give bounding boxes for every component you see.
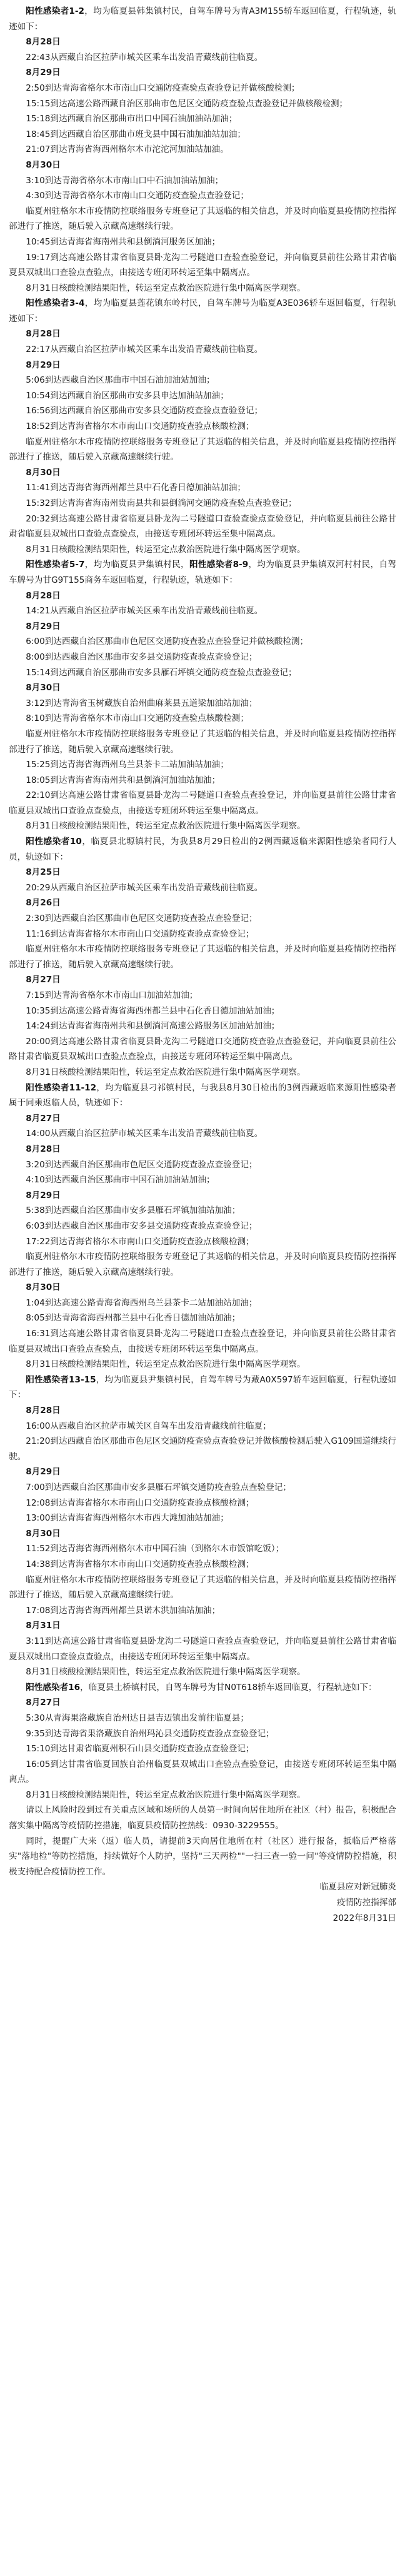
trajectory-entry: 15:25到达青海省海西州乌兰县茶卡二站加油站加油；: [26, 760, 229, 770]
day-date: 8月29日: [26, 360, 61, 370]
trajectory-entry: 22:43从西藏自治区拉萨市城关区乘车出发沿青藏线前往临夏。: [26, 52, 263, 63]
case-intro-text: ，均为临夏县尹集镇村民，自驾车牌号为藏A0X597轿车返回临夏，行程轨迹如下：: [9, 1374, 396, 1401]
trajectory-entry: 18:45到达西藏自治区那曲市班戈县中国石油加油站加油；: [26, 129, 246, 139]
trajectory-entry: 9:35到达青海省果洛藏族自治州玛沁县交通防疫查验点查验登记；: [26, 1728, 274, 1739]
day-date: 8月27日: [26, 1113, 61, 1124]
case-section: [9, 1080, 396, 1372]
case-intro-text: ，临夏县土桥镇村民，自驾车牌号为甘N0T618轿车返回临夏，行程轨迹如下：: [80, 1682, 377, 1693]
case-intro: [9, 1080, 396, 1111]
case-section: [9, 4, 396, 296]
trajectory-entry: 15:15到达高速公路西藏自治区那曲市色尼区交通防疫查验点查验登记并做核酸检测；: [26, 98, 348, 109]
trajectory-entry: 3:12到达青海省玉树藏族自治州曲麻莱县五道梁加油站加油；: [26, 698, 258, 708]
case-heading: 阳性感染者10: [26, 837, 82, 847]
trajectory-entry: 临夏州驻格尔木市疫情防控联络服务专班登记了其返临的相关信息，并及时向临夏县疫情防控指挥部进行了推送，随后驶入京藏高速继续行驶。: [9, 436, 396, 463]
case-section: [9, 1372, 396, 1680]
day-date: 8月29日: [26, 1467, 61, 1477]
day-date: 8月29日: [26, 1190, 61, 1200]
case-section: [9, 296, 396, 557]
trajectory-entry: 8月31日核酸检测结果阳性，转运至定点救治医院进行集中隔离医学观察。: [26, 283, 306, 293]
day-date: 8月26日: [26, 898, 61, 908]
trajectory-entry: 临夏州驻格尔木市疫情防控联络服务专班登记了其返临的相关信息，并及时向临夏县疫情防控指挥部进行了推送，随后驶入京藏高速继续行驶。: [9, 206, 396, 232]
trajectory-entry: 11:52到达青海省海西州格尔木市中国石油（到格尔木市饭馆吃饭）；: [26, 1544, 284, 1554]
day-date: 8月30日: [26, 683, 61, 693]
trajectory-entry: 13:00到达青海省海西州格尔木市西大滩加油站加油；: [26, 1513, 229, 1524]
trajectory-entry: 临夏州驻格尔木市疫情防控联络服务专班登记了其返临的相关信息，并及时向临夏县疫情防控指挥部进行了推送，随后驶入京藏高速继续行驶。: [9, 1252, 396, 1277]
trajectory-entry: 22:17从西藏自治区拉萨市城关区乘车出发沿青藏线前往临夏。: [26, 345, 263, 355]
trajectory-entry: 8月31日核酸检测结果阳性，转运至定点救治医院进行集中隔离医学观察。: [26, 1067, 306, 1077]
day-date: 8月28日: [26, 1406, 61, 1416]
notice-section: [9, 1803, 396, 1879]
case-intro-text: ，均为临夏县刁祁镇村民，与我县8月30日检出的3例西藏返临来源阳性感染者属于同乘返临人员，轨迹如下：: [9, 1082, 396, 1109]
day-date: 8月28日: [26, 37, 61, 48]
notice-paragraph: 请以上风险时段到过有关重点区域和场所的人员第一时间向居住地所在社区（村）报告，积极配合落实集中隔离等疫情防控措施，临夏县疫情防控热线：0930-3229555。: [9, 1805, 396, 1831]
trajectory-entry: 8月31日核酸检测结果阳性，转运至定点救治医院进行集中隔离医学观察。: [26, 821, 306, 832]
day-date: 8月28日: [26, 590, 61, 601]
trajectory-entry: 15:18到达西藏自治区那曲市出口中国石油加油站加油；: [26, 114, 238, 124]
day-date: 8月25日: [26, 867, 61, 878]
trajectory-entry: 14:00从西藏自治区拉萨市城关区乘车出发沿青藏线前往临夏。: [26, 1129, 263, 1139]
case-intro-text: ，均为临夏县韩集镇村民，自驾车牌号为青A3M155轿车返回临夏，行程轨迹，轨迹如下：: [9, 6, 397, 32]
case-section: [9, 834, 396, 1080]
case-intro: [9, 4, 396, 34]
trajectory-entry: 5:06到达西藏自治区那曲市中国石油加油站加油；: [26, 375, 215, 386]
trajectory-entry: 10:54到达西藏自治区那曲市安多县申达加油站加油；: [26, 390, 229, 401]
trajectory-entry: 11:16到达青海省格尔木市南山口交通防疫查验点查验登记；: [26, 928, 254, 939]
day-date: 8月29日: [26, 621, 61, 631]
day-date: 8月29日: [26, 68, 61, 78]
trajectory-entry: 18:05到达青海省海南州共和县倒淌河加油站加油；: [26, 775, 221, 785]
case-heading: 阳性感染者3-4: [26, 298, 85, 309]
trajectory-entry: 14:38到达青海省格尔木市南山口交通防疫查验点核酸检测；: [26, 1559, 254, 1569]
day-date: 8月30日: [26, 467, 61, 478]
trajectory-entry: 2:50到达青海省格尔木市南山口交通防疫查验点查验登记并做核酸检测；: [26, 83, 300, 93]
day-date: 8月31日: [26, 1621, 61, 1631]
day-date: 8月27日: [26, 1698, 61, 1708]
case-heading: 阳性感染者13-15: [26, 1374, 96, 1385]
case-heading: 阳性感染者8-9: [189, 560, 249, 570]
day-date: 8月27日: [26, 975, 61, 985]
day-date: 8月28日: [26, 1144, 61, 1154]
trajectory-entry: 3:20到达西藏自治区那曲市色尼区交通防疫查验点查验登记；: [26, 1159, 258, 1170]
trajectory-entry: 8:05到达青海省海西州都兰县中石化香日德加油站加油；: [26, 1313, 241, 1324]
case-intro-text: ，均为临夏县尹集镇双河村村民，自驾车牌号为甘G9T155商务车返回临夏，行程轨迹，轨迹如下：: [9, 560, 396, 585]
trajectory-entry: 11:41到达青海省海西州都兰县中石化香日德加油站加油；: [26, 483, 246, 493]
trajectory-entry: 19:17到达高速公路甘肃省临夏县卧龙沟二号隧道口查验查验登记，并向临夏县前往公路甘肃省临夏县双城出口查验点查验点，由接送专班闭环转运至集中隔离点。: [9, 252, 396, 278]
trajectory-entry: 5:38到达西藏自治区那曲市安多县雁石坪镇加油站加油；: [26, 1205, 241, 1216]
trajectory-entry: 2:30到达西藏自治区那曲市色尼区交通防疫查验点查验登记；: [26, 913, 258, 924]
trajectory-entry: 临夏州驻格尔木市疫情防控联络服务专班登记了其返临的相关信息，并及时向临夏县疫情防控指挥部进行了推送，随后驶入京藏高速继续行驶。: [9, 1574, 396, 1601]
trajectory-entry: 8月31日核酸检测结果阳性，转运至定点救治医院进行集中隔离医学观察。: [26, 544, 306, 555]
trajectory-entry: 8月31日核酸检测结果阳性，转运至定点救治医院进行集中隔离医学观察。: [26, 1667, 306, 1678]
trajectory-entry: 12:08到达青海省格尔木市南山口交通防疫查验点核酸检测；: [26, 1497, 254, 1508]
trajectory-entry: 3:11到达高速公路甘肃省临夏县卧龙沟二号隧道口查验点查验登记，并向临夏县前往公路甘肃省临夏县双城出口查验点查验点，由接送专班闭环转运至集中隔离点。: [9, 1636, 396, 1662]
trajectory-entry: 15:14到达西藏自治区那曲市安多县雁石坪镇交通防疫查验点查验登记；: [26, 667, 297, 678]
trajectory-entry: 21:07到达青海省海西州格尔木市沱沱河加油站加油。: [26, 144, 229, 155]
trajectory-entry: 17:08到达青海省海西州都兰县诺木洪加油站加油；: [26, 1605, 221, 1616]
day-date: 8月30日: [26, 1282, 61, 1293]
trajectory-entry: 8月31日核酸检测结果阳性，转运至定点救治医院进行集中隔离医学观察。: [26, 1359, 306, 1370]
case-intro: [9, 1680, 396, 1696]
trajectory-entry: 15:32到达青海省海南州贵南县共和县倒淌河交通防疫查验点查验登记；: [26, 498, 297, 508]
case-heading: 阳性感染者5-7: [26, 560, 85, 570]
footer-date: 2022年8月31日: [332, 1913, 396, 1923]
trajectory-entry: 6:00到达西藏自治区那曲市色尼区交通防疫查验点查验登记并做核酸检测；: [26, 636, 309, 647]
case-heading: 阳性感染者11-12: [26, 1082, 97, 1093]
trajectory-entry: 17:22到达青海省格尔木市南山口交通防疫查验点核酸检测；: [26, 1236, 254, 1247]
trajectory-entry: 20:00到达高速公路甘肃省临夏县卧龙沟二号隧道口交通防疫查验点查验登记，并向临夏县前往公路甘肃省临夏县双城出口查验点查验点，由接送专班闭环转运至集中隔离点。: [9, 1036, 396, 1062]
footer-issuer-2: 疫情防控指挥部: [336, 1898, 396, 1908]
case-section: [9, 557, 396, 834]
trajectory-entry: 7:00到达西藏自治区那曲市安多县雁石坪镇交通防疫查验点查验登记；: [26, 1482, 291, 1492]
trajectory-entry: 8:10到达青海省格尔木市南山口交通防疫查验点核酸检测；: [26, 713, 249, 724]
trajectory-entry: 16:56到达西藏自治区那曲市安多县交通防疫查验点查验登记；: [26, 406, 263, 416]
trajectory-entry: 20:32到达高速公路甘肃省临夏县卧龙沟二号隧道口查验查验点查验登记，并向临夏县前往公路甘肃省临夏县双城出口查验点查验点，由接送专班闭环转运至集中隔离点。: [9, 513, 396, 540]
case-intro-text: ，均为临夏县尹集镇村民，: [84, 560, 189, 570]
case-intro: [9, 1372, 396, 1403]
trajectory-entry: 10:45到达青海省海南州共和县倒淌河服务区加油；: [26, 236, 221, 247]
trajectory-entry: 8月31日核酸检测结果阳性，转运至定点救治医院进行集中隔离医学观察。: [26, 1789, 306, 1800]
trajectory-entry: 15:10到达甘肃省临夏州积石山县交通防疫查验点查验登记；: [26, 1744, 254, 1754]
trajectory-sections: [9, 4, 396, 1803]
case-intro: [9, 557, 396, 588]
trajectory-entry: 16:00从西藏自治区拉萨市城关区自驾车出发沿青藏线前往临夏；: [26, 1421, 271, 1431]
trajectory-entry: 4:30到达青海省格尔木市南山口交通防疫查验点查验登记；: [26, 191, 249, 201]
trajectory-entry: 4:10到达西藏自治区那曲市中国石油加油站加油；: [26, 1175, 215, 1185]
case-intro-text: ，均为临夏县莲花镇东岭村民，自驾车牌号为临夏A3E036轿车返回临夏，行程轨迹如下：: [9, 298, 397, 324]
trajectory-entry: 10:35到达高速公路青海省海西州都兰县中石化香日德加油站加油；: [26, 1005, 280, 1016]
trajectory-entry: 22:10到达高速公路甘肃省临夏县卧龙沟二号隧道口查验点查验登记，并向临夏县前往公路甘肃省临夏县双城出口查验点查验点，由接送专班闭环转运至集中隔离点。: [9, 790, 396, 816]
trajectory-entry: 14:21从西藏自治区拉萨市城关区乘车出发沿青藏线前往临夏。: [26, 606, 263, 616]
trajectory-entry: 20:29从西藏自治区拉萨市城关区乘车出发沿青藏线前往临夏。: [26, 882, 263, 893]
trajectory-entry: 21:20到达西藏自治区那曲市色尼区交通防疫查验点查验登记并做核酸检测后驶入G109国道继续行驶。: [9, 1436, 396, 1462]
trajectory-entry: 5:30从青海果洛藏族自治州达日县吉迈镇出发前往临夏县；: [26, 1713, 249, 1723]
day-date: 8月30日: [26, 1528, 61, 1539]
day-date: 8月28日: [26, 329, 61, 340]
trajectory-entry: 6:03到达西藏自治区那曲市安多县交通防疫查验点查验登记；: [26, 1220, 258, 1231]
case-heading: 阳性感染者16: [26, 1682, 81, 1693]
trajectory-entry: 14:24到达青海省海南州共和县倒淌河高速公路服务区加油站加油；: [26, 1021, 280, 1032]
case-intro-text: ，临夏县北塬镇村民，为我县8月29日检出的2例西藏返临来源阳性感染者同行人员，轨迹如下：: [9, 837, 397, 862]
case-intro: [9, 834, 396, 865]
case-intro: [9, 296, 396, 326]
trajectory-entry: 16:31到达高速公路甘肃省临夏县卧龙沟二号隧道口查验点查验登记，并向临夏县前往公路甘肃省临夏县双城出口查验点查验点，由接送专班闭环转运至集中隔离点。: [9, 1329, 396, 1354]
trajectory-entry: 16:05到达甘肃省临夏回族自治州临夏县双城出口查验点查验登记，由接送专班闭环转运至集中隔离点。: [9, 1759, 396, 1785]
footer-issuer: 临夏县应对新冠肺炎: [319, 1882, 396, 1893]
case-section: [9, 1680, 396, 1803]
case-heading: 阳性感染者1-2: [26, 6, 84, 16]
trajectory-entry: 临夏州驻格尔木市疫情防控联络服务专班登记了其返临的相关信息，并及时向临夏县疫情防控指挥部进行了推送，随后驶入京藏高速继续行驶。: [9, 728, 396, 755]
day-date: 8月30日: [26, 159, 61, 170]
trajectory-entry: 7:15到达青海省格尔木市南山口加油站加油；: [26, 990, 198, 1000]
trajectory-entry: 3:10到达青海省格尔木市南山口中石油加油站加油；: [26, 175, 224, 186]
trajectory-entry: 1:04到达高速公路青海省海西州乌兰县茶卡二站加油站加油；: [26, 1297, 258, 1308]
trajectory-entry: 18:52到达青海省格尔木市南山口交通防疫查验点核酸检测；: [26, 421, 254, 432]
trajectory-entry: 临夏州驻格尔木市疫情防控联络服务专班登记了其返临的相关信息，并及时向临夏县疫情防控指挥部进行了推送，随后驶入京藏高速继续行驶。: [9, 944, 396, 970]
notice-paragraph: 同时，提醒广大来（返）临人员，请提前3天向居住地所在村（社区）进行报备，抵临后严格落实"落地检"等防控措施，持续做好个人防护，坚持"三天两检""一扫三查一验一问"等疫情防控措施，积极支持配合疫情防控工作。: [9, 1836, 396, 1877]
trajectory-entry: 8:00到达西藏自治区那曲市安多县交通防疫查验点查验登记；: [26, 652, 258, 662]
